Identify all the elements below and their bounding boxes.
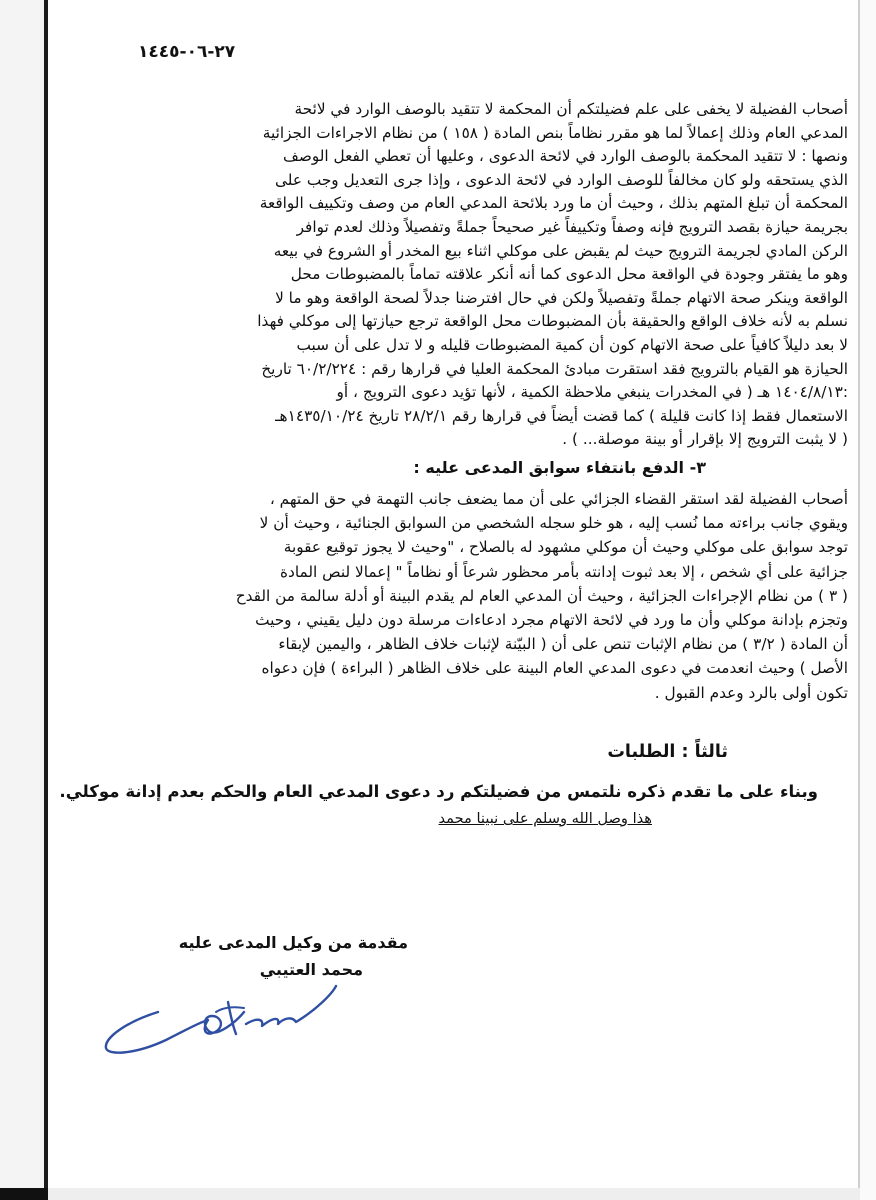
signature-icon (96, 972, 346, 1072)
page-bottom-edge (48, 1188, 860, 1200)
lawyer-name: محمد العتيبي (259, 960, 363, 979)
text-line: أن المادة ( ٣/٢ ) من نظام الإثبات تنص على أن ( البيّنة لإثبات خلاف الظاهر ، واليمين لإبقاء (278, 635, 848, 654)
text-line: الاستعمال فقط إذا كانت قليلة ) كما قضت أيضاً في قرارها رقم ٢٨/٢/١ تاريخ ١٤٣٥/١٠/٢٤هـ (275, 406, 848, 425)
text-line: أصحاب الفضيلة لا يخفى على علم فضيلتكم أن المحكمة لا تتقيد بالوصف الوارد في لائحة (294, 100, 848, 118)
page-right-edge (858, 0, 860, 1200)
page-right-margin (860, 0, 876, 1200)
document-date: ٢٧-٠٦-١٤٤٥ (138, 42, 236, 62)
section-3-body (100, 487, 848, 705)
page-left-edge (44, 0, 48, 1200)
text-line: وتجزم بإدانة موكلي وأن ما ورد في لائحة الاتهام مجرد ادعاءات مرسلة دون دليل يقيني ، وحيث (255, 611, 848, 630)
requests-text: وبناء على ما تقدم ذكره نلتمس من فضيلتكم رد دعوى المدعي العام والحكم بعدم إدانة موكلي. (59, 782, 818, 801)
text-line: الأصل ) وحيث انعدمت في دعوى المدعي العام البينة على خلاف الظاهر ( البراءة ) فإن دعواه (261, 659, 848, 678)
text-line: الحيازة هو القيام بالترويج فقد استقرت مبادئ المحكمة العليا في قرارها رقم : ٦٠/٢/٢٢٤ تاريخ (261, 359, 848, 378)
text-line: لا بعد دليلاً كافياً على صحة الاتهام كون أن كمية المضبوطات قليله و لا تدل على أن سبب (296, 335, 848, 354)
presented-by-label: مقدمة من وكيل المدعى عليه (178, 933, 408, 952)
text-line: المحكمة أن تبلغ المتهم بذلك ، وحيث أن ما ورد بلائحة المدعي العام من وصف وتكييف الواقعة (259, 194, 848, 213)
text-line: ويقوي جانب براءته مما نُسب إليه ، هو خلو سجله الشخصي من السوابق الجنائية ، وحيث أن لا (259, 514, 848, 533)
text-line: الركن المادي لجريمة الترويج حيث لم يقبض على موكلي اثناء بيع المخدر أو الشروع في بيعه (273, 241, 848, 260)
closing-salutation: هذا وصل الله وسلم على نبينا محمد (438, 810, 652, 827)
page-bottom-corner (0, 1188, 48, 1200)
text-line: ونصها : لا تتقيد المحكمة بالوصف الوارد في لائحة الدعوى ، وعليها أن تعطي الفعل الوصف (283, 147, 848, 166)
text-line: نسلم به لأنه خلاف الواقع والحقيقة بأن المضبوطات محل الواقعة ترجع حيازتها إلى موكلي فهذا (257, 312, 848, 331)
text-line: أصحاب الفضيلة لقد استقر القضاء الجزائي على أن مما يضعف جانب التهمة في حق المتهم ، (269, 490, 848, 508)
text-line: بجريمة حيازة بقصد الترويج فإنه وصفاً وتكييفاً غير صحيحاً جملةً وتفصيلاً وذلك لعدم توافر (296, 217, 848, 236)
section-3-heading: ٣- الدفع بانتفاء سوابق المدعى عليه : (413, 458, 706, 477)
text-line: الواقعة وينكر صحة الاتهام جملةً وتفصيلاً ولكن في حال افترضنا جدلاً لصحة الواقعة وهو ما لا (275, 288, 848, 307)
text-line: :١٤٠٤/٨/١٣ هـ ( في المخدرات ينبغي ملاحظة الكمية ، لأنها تؤيد دعوى الترويج ، أو (336, 383, 848, 402)
text-line: وهو ما يفتقر وجودة في الواقعة محل الدعوى كما أنه أنكر علاقته تماماً بالمضبوطات محل (290, 265, 848, 284)
text-line: ( لا يثبت الترويج إلا بإقرار أو بينة موصلة... ) . (562, 430, 848, 449)
page-left-margin (0, 0, 44, 1200)
text-line: جزائية على أي شخص ، إلا بعد ثبوت إدانته بأمر محظور شرعاً أو نظاماً " إعمالا لنص المادة (280, 562, 848, 581)
requests-heading: ثالثاً : الطلبات (607, 742, 728, 762)
text-line: ( ٣ ) من نظام الإجراءات الجزائية ، وحيث أن المدعي العام لم يقدم البينة أو أدلة سالمة من القدح (235, 586, 848, 605)
text-line: توجد سوابق على موكلي وحيث أن موكلي مشهود له بالصلاح ، "وحيث لا يجوز توقيع عقوبة (283, 538, 848, 557)
text-line: المدعي العام وذلك إعمالاً لما هو مقرر نظاماً بنص المادة ( ١٥٨ ) من نظام الاجراءات الجزائية (262, 123, 848, 142)
paragraph-quantity-argument (100, 98, 848, 452)
text-line: الذي يستحقه ولو كان مخالفاً للوصف الوارد في لائحة الدعوى ، وإذا جرى التعديل وجب على (275, 170, 848, 189)
text-line: تكون أولى بالرد وعدم القبول . (654, 683, 848, 702)
